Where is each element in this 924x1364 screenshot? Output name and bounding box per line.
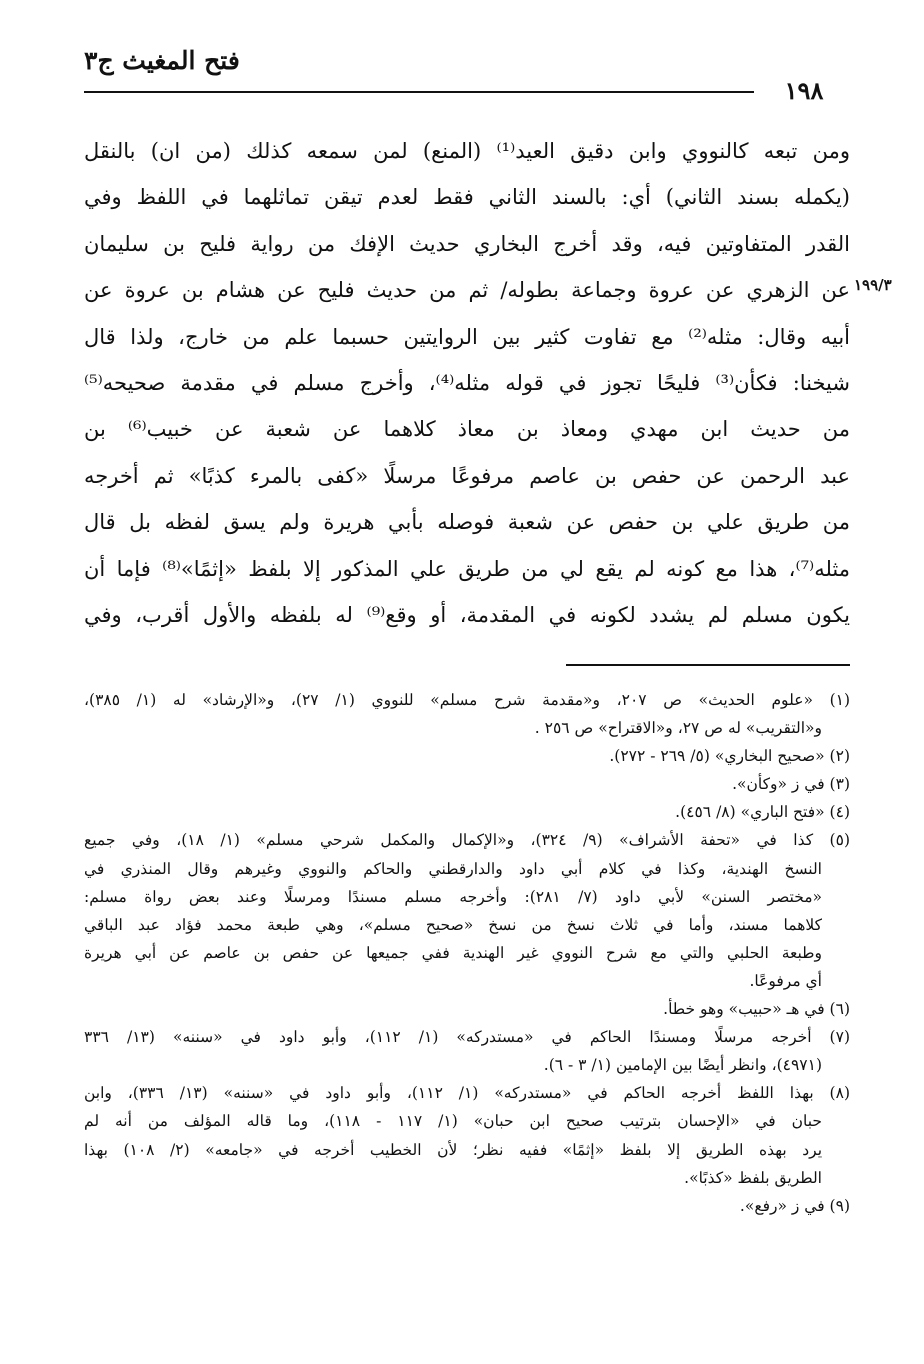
footnote-line: أي مرفوعًا. [749, 971, 822, 990]
body-line: مثله⁽⁷⁾، هذا مع كونه لم يقع لي من طريق علي المذكور إلا بلفظ «إثمًا»⁽⁸⁾ فإما أن [84, 556, 850, 581]
footnote-line: (٢) «صحيح البخاري» (٥/ ٢٦٩ - ٢٧٢). [609, 747, 850, 766]
footnote-line: (٤) «فتح الباري» (٨/ ٤٥٦). [675, 803, 850, 822]
body-line: أبيه وقال: مثله⁽²⁾ مع تفاوت كثير بين الروايتين حسبما علم من خارج، ولذا قال [84, 324, 850, 349]
footnote-line: «مختصر السنن» لأبي داود (٧/ ٢٨١): وأخرجه مسلم مسندًا ومرسلًا وعند بعض رواة مسلم: [84, 887, 823, 906]
body-line: يكون مسلم لم يشدد لكونه في المقدمة، أو وقع⁽⁹⁾ له بلفظه والأول أقرب، وفي [84, 602, 850, 627]
header-rule [84, 91, 754, 93]
running-head-title: فتح المغيث ج٣ [84, 46, 240, 75]
footnote-line: و«التقريب» له ص ٢٧، و«الاقتراح» ص ٢٥٦ . [534, 719, 822, 738]
footnote-line: (٤٩٧١)، وانظر أيضًا بين الإمامين (١/ ٣ - ٦). [543, 1056, 822, 1075]
main-text [84, 128, 850, 638]
body-line: (يكمله بسند الثاني) أي: بالسند الثاني فقط لعدم تيقن تماثلهما في اللفظ وفي [84, 185, 850, 210]
page-number: ١٩٨ [784, 76, 824, 105]
footnote-line: (١) «علوم الحديث» ص ٢٠٧، و«مقدمة شرح مسلم» للنووي (١/ ٢٧)، و«الإرشاد» له (١/ ٣٨٥)، [84, 691, 850, 709]
body-line: ومن تبعه كالنووي وابن دقيق العيد⁽¹⁾ (المنع) لمن سمعه كذلك (من ان) بالنقل [84, 139, 850, 163]
footnote-separator [566, 664, 850, 666]
footnote-line: يرد بهذه الطريق إلا بلفظ «إثمًا» ففيه نظر؛ لأن الخطيب أخرجه في «جامعه» (٢/ ١٠٨) بهذا [84, 1140, 823, 1159]
footnote-line: الطريق بلفظ «كذبًا». [684, 1168, 822, 1187]
body-line: من طريق علي بن حفص عن شعبة فوصله بأبي هريرة ولم يسق لفظه بل قال [84, 510, 850, 535]
body-line: عبد الرحمن عن حفص بن عاصم مرفوعًا مرسلًا «كفى بالمرء كذبًا» ثم أخرجه [84, 463, 850, 488]
body-line: القدر المتفاوتين فيه، وقد أخرج البخاري حديث الإفك من رواية فليح بن سليمان [84, 231, 850, 256]
footnote-line: (٣) في ز «وكأن». [732, 775, 850, 794]
footnote-line: (٩) في ز «رفع». [739, 1196, 850, 1215]
margin-page-reference: ١٩٩/٣ [854, 276, 892, 294]
footnote-line: (٨) بهذا اللفظ أخرجه الحاكم في «مستدركه» (١/ ١١٢)، وأبو داود في «سننه» (١٣/ ٣٣٦)، وابن [84, 1084, 850, 1103]
body-line: عن الزهري عن عروة وجماعة بطوله/ ثم من حديث فليح عن هشام بن عروة عن [84, 278, 850, 303]
body-line: شيخنا: فكأن⁽³⁾ فليحًا تجوز في قوله مثله⁽⁴⁾، وأخرج مسلم في مقدمة صحيحه⁽⁵⁾ [84, 370, 850, 395]
body-line: من حديث ابن مهدي ومعاذ بن معاذ كلاهما عن شعبة عن خبيب⁽⁶⁾ بن [84, 417, 850, 442]
footnotes [84, 686, 850, 1220]
footnote-line: النسخ الهندية، وكذا في كلام أبي داود والدارقطني والحاكم والنووي وغيرهم وقال المنذري في [84, 859, 822, 878]
footnote-line: وطبعة الحلبي والتي مع شرح النووي غير الهندية ففي جميعها عن حفص بن عاصم عن أبي هريرة [84, 943, 822, 962]
footnote-line: (٦) في هـ «حبيب» وهو خطأ. [663, 1000, 850, 1019]
footnote-line: حبان في «الإحسان بترتيب صحيح ابن حبان» (١/ ١١٧ - ١١٨)، وما قاله المؤلف من أنه لم [84, 1112, 822, 1131]
footnote-line: كلاهما مسند، وأما في ثلاث نسخ من نسخ «صحيح مسلم»، وهي طبعة محمد فؤاد عبد الباقي [84, 915, 822, 934]
footnote-line: (٧) أخرجه مرسلًا ومسندًا الحاكم في «مستدركه» (١/ ١١٢)، وأبو داود في «سننه» (١٣/ ٣٣٦ [84, 1028, 850, 1047]
footnote-line: (٥) كذا في «تحفة الأشراف» (٩/ ٣٢٤)، و«الإكمال والمكمل شرحي مسلم» (١/ ١٨)، وفي جميع [84, 831, 850, 850]
